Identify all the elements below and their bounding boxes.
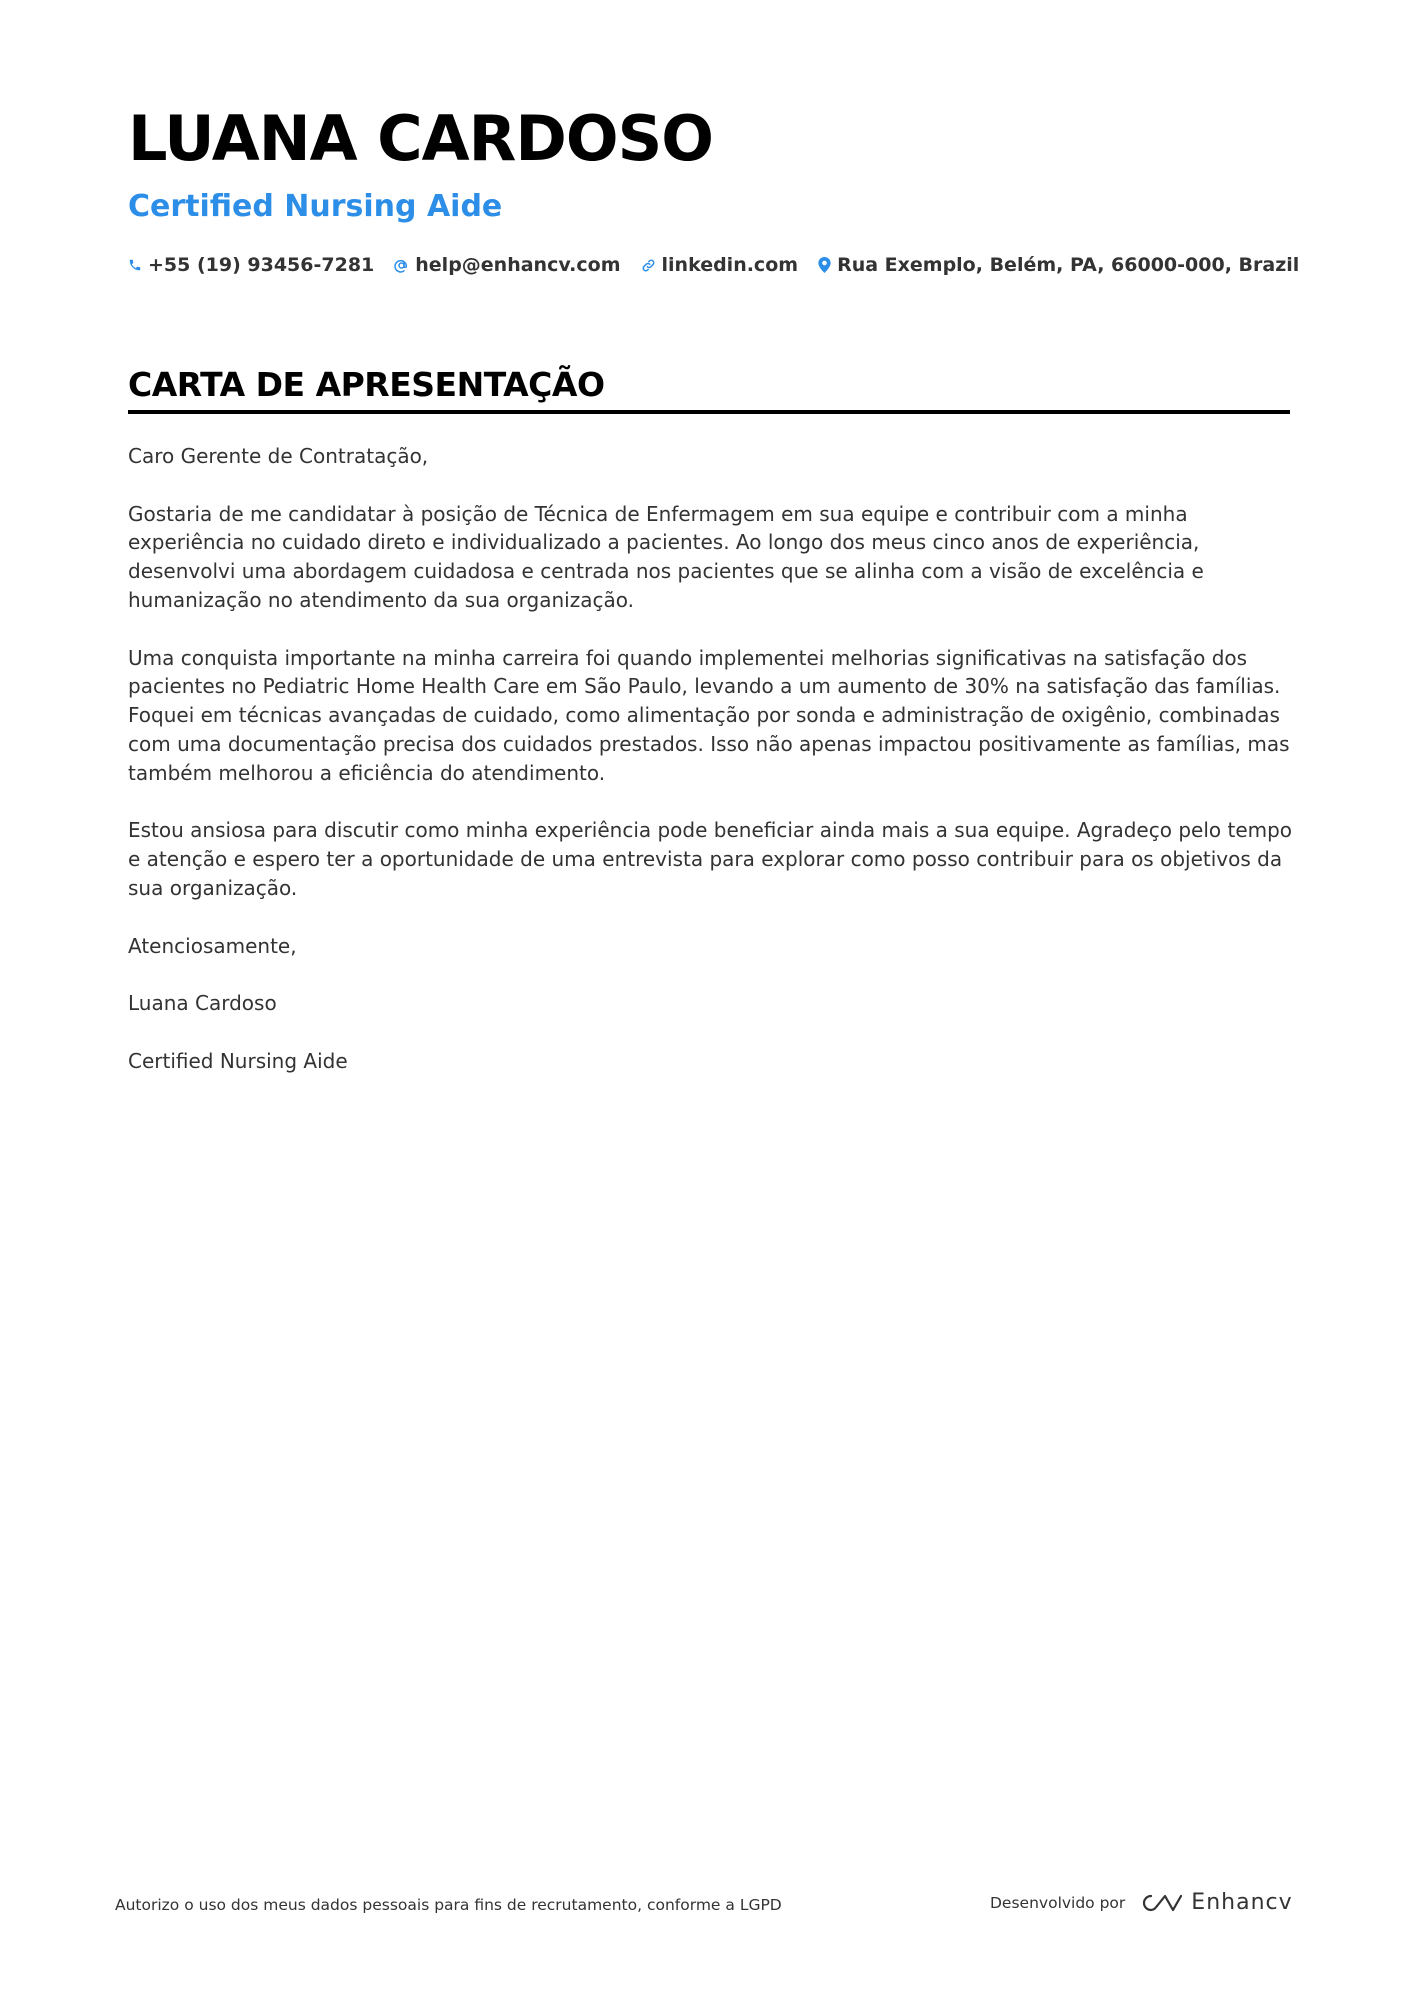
section-divider [128,410,1290,414]
address-text: Rua Exemplo, Belém, PA, 66000-000, Brazil [837,254,1300,276]
candidate-name: LUANA CARDOSO [128,102,713,175]
linkedin-text: linkedin.com [661,254,799,276]
letter-body [128,442,1300,1104]
email-text: help@enhancv.com [415,254,621,276]
powered-by-label: Desenvolvido por [990,1893,1126,1912]
consent-note: Autorizo o uso dos meus dados pessoais para fins de recrutamento, conforme a LGPD [115,1896,782,1914]
signature-name: Luana Cardoso [128,991,277,1016]
powered-by[interactable] [990,1890,1293,1915]
section-title: CARTA DE APRESENTAÇÃO [128,365,605,404]
enhancv-logo-icon [1137,1891,1183,1915]
brand-name: Enhancv [1191,1890,1293,1915]
letter-paragraph: Uma conquista importante na minha carreira foi quando implementei melhorias significativas na satisfação dos pacientes no Pediatric Home Health Care em São Paulo, levando a um aumento de 30% na satisfação das famílias. Foquei em técnicas avançadas de cuidado, como alimentação por sonda e administração de oxigênio, combinadas com uma documentação precisa dos cuidados prestados. Isso não apenas impactou positivamente as famílias, mas também melhorou a eficiência do atendimento. [128,645,1290,785]
at-icon [394,258,409,273]
contact-phone[interactable] [128,254,374,276]
signature-role: Certified Nursing Aide [128,1048,348,1073]
contact-linkedin[interactable] [641,254,799,276]
letter-paragraph: Estou ansiosa para discutir como minha experiência pode beneficiar ainda mais a sua equipe. Agradeço pelo tempo e atenção e espero ter a oportunidade de uma entrevista para explorar como posso contribuir para os objetivos da sua organização. [128,818,1293,900]
link-icon [641,258,656,273]
phone-text: +55 (19) 93456-7281 [148,254,375,276]
contact-email[interactable] [394,254,620,276]
letter-paragraph: Gostaria de me candidatar à posição de Técnica de Enfermagem em sua equipe e contribuir com a minha experiência no cuidado direto e individualizado a pacientes. Ao longo dos meus cinco anos de experiência, desenvolvi uma abordagem cuidadosa e centrada nos pacientes que se alinha com a visão de excelência e humanização no atendimento da sua organização. [128,501,1204,612]
phone-icon [128,258,142,272]
letter-greeting: Caro Gerente de Contratação, [128,444,429,468]
contact-bar [128,254,1319,276]
location-pin-icon [818,257,831,273]
candidate-role: Certified Nursing Aide [128,189,503,224]
letter-closing: Atenciosamente, [128,933,297,958]
contact-address [818,254,1299,276]
